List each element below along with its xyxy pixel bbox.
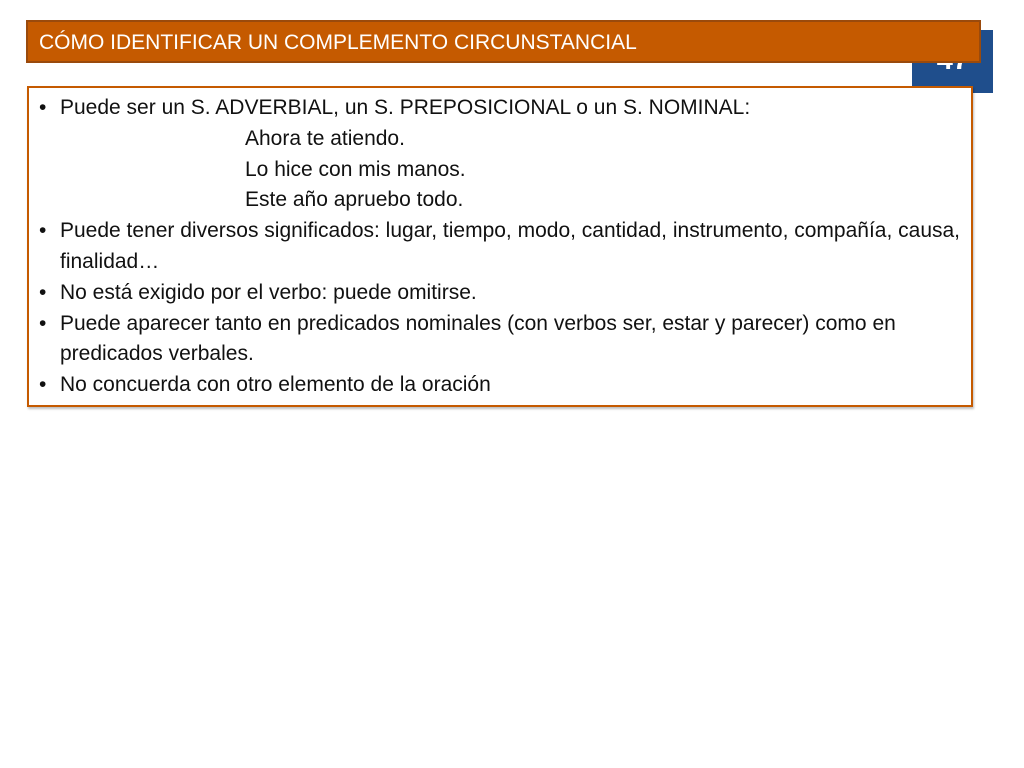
list-item (39, 278, 965, 309)
bullet-text: Puede aparecer tanto en predicados nominales (con verbos ser, estar y parecer) como en predicados verbales. (60, 311, 896, 366)
title-bar (26, 20, 981, 63)
example-sentence: Lo hice con mis manos. (245, 157, 466, 181)
bullet-dot-icon: • (39, 311, 47, 335)
list-item (39, 370, 965, 401)
content-box (27, 86, 973, 407)
bullet-dot-icon: • (39, 280, 47, 304)
slide-title: CÓMO IDENTIFICAR UN COMPLEMENTO CIRCUNSTANCIAL (39, 31, 637, 54)
bullet-text: Puede tener diversos significados: lugar, tiempo, modo, cantidad, instrumento, compañía, causa, finalidad… (60, 219, 961, 273)
bullet-list (39, 93, 965, 401)
bullet-text: No está exigido por el verbo: puede omitirse. (60, 280, 477, 304)
example-sentence: Este año apruebo todo. (245, 188, 464, 212)
bullet-text: Puede ser un S. ADVERBIAL, un S. PREPOSICIONAL o un S. NOMINAL: (60, 96, 751, 119)
bullet-text: No concuerda con otro elemento de la oración (60, 373, 491, 397)
list-item (39, 309, 965, 371)
example-sentence: Ahora te atiendo. (245, 126, 405, 150)
list-item (39, 93, 965, 216)
list-item (39, 216, 965, 278)
bullet-dot-icon: • (39, 219, 47, 243)
bullet-dot-icon: • (39, 373, 47, 397)
bullet-dot-icon: • (39, 96, 47, 119)
